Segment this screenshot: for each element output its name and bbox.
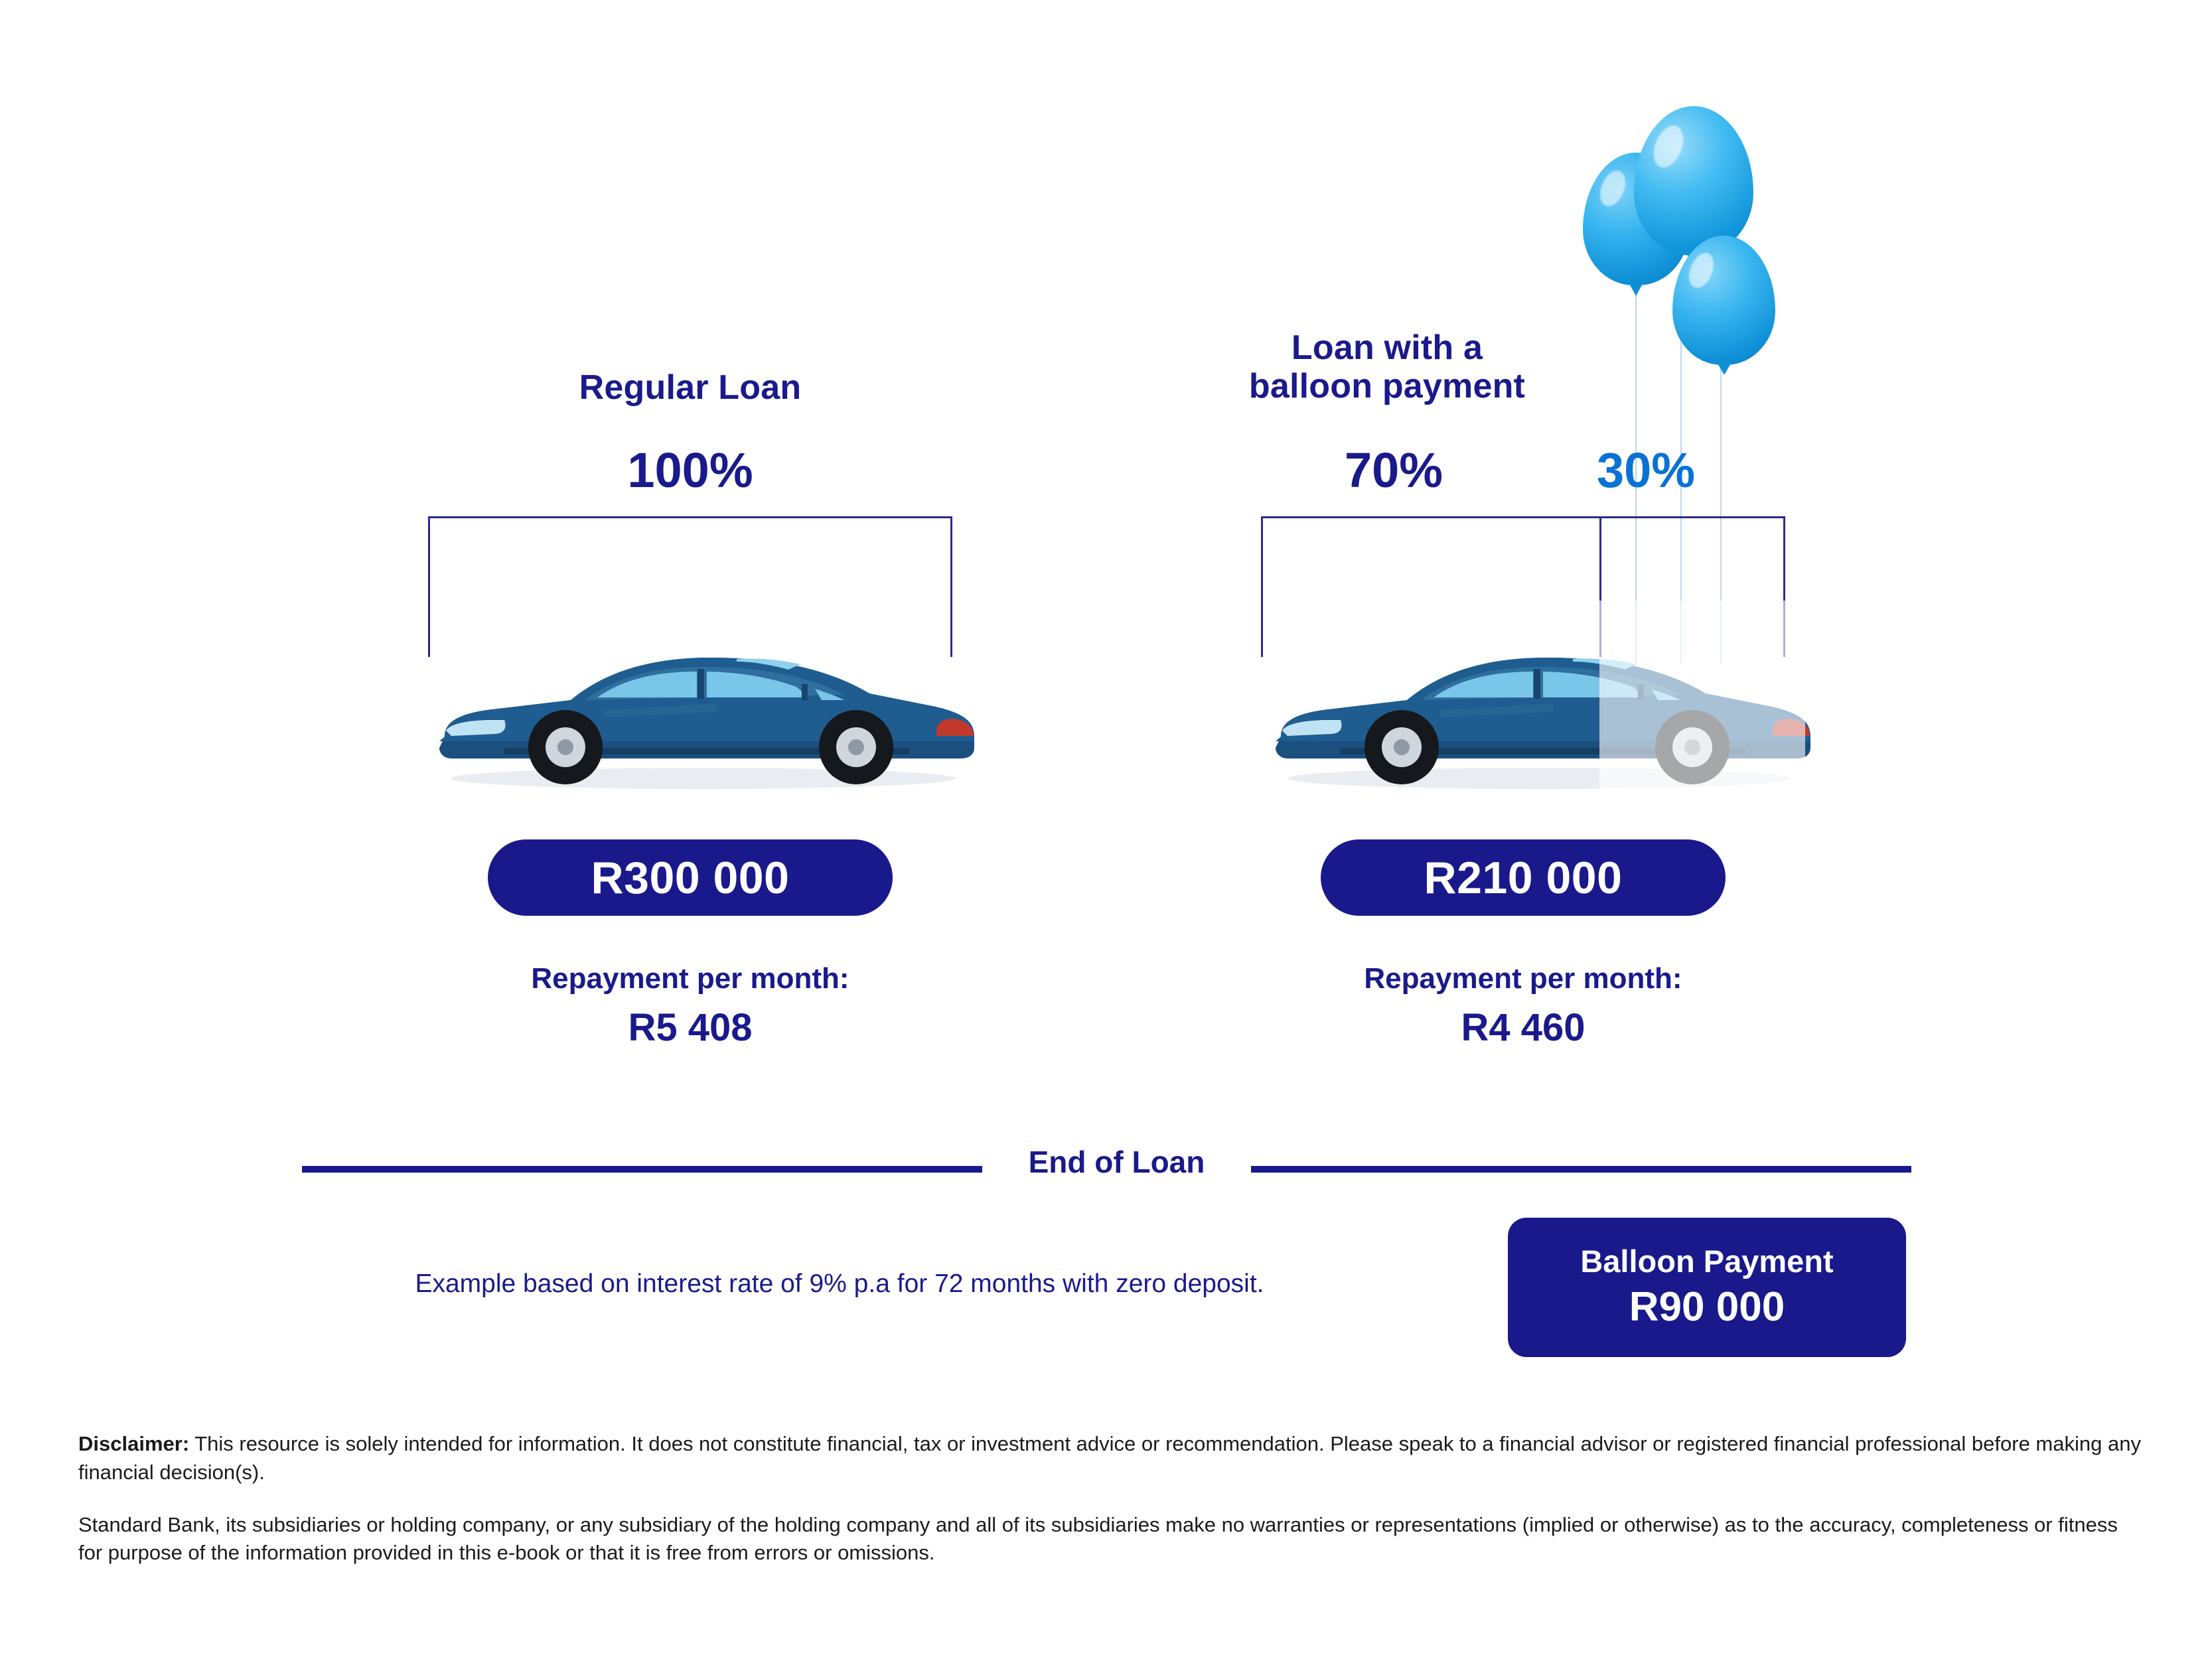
- disclaimer-paragraph-1: [78, 1430, 2142, 1487]
- end-of-loan-label: End of Loan: [1028, 1145, 1205, 1179]
- balloon-loan-repayment-value: R4 460: [1461, 1006, 1585, 1049]
- regular-loan-percent: 100%: [627, 443, 753, 498]
- balloon-loan-percent-balloon: 30%: [1596, 443, 1696, 498]
- balloon-loan-title: [1022, 328, 1752, 405]
- balloon-loan-title-line1: Loan with a: [1291, 328, 1483, 367]
- regular-loan-title: Regular Loan: [579, 368, 802, 407]
- end-of-loan-line-left: [302, 1166, 982, 1173]
- balloon-loan-title-line2: balloon payment: [1248, 367, 1526, 406]
- disclaimer-text-1: This resource is solely intended for information. It does not constitute financial, tax or investment advice or recommendation. Please speak to a financial advisor or registered financial professional before making any financial decision(s).: [78, 1432, 2141, 1484]
- balloon-payment-title: Balloon Payment: [1580, 1243, 1834, 1279]
- regular-loan-amount-pill: R300 000: [488, 839, 893, 916]
- car-illustration-balloon: [1241, 601, 1838, 800]
- balloon-payment-box: [1508, 1218, 1906, 1357]
- balloon-icon-top: [1634, 106, 1753, 255]
- disclaimer: [78, 1430, 2142, 1591]
- balloon-loan-percent-financed: 70%: [1344, 443, 1443, 498]
- example-note: Example based on interest rate of 9% p.a for 72 months with zero deposit.: [415, 1269, 1264, 1298]
- car-illustration-regular: [405, 601, 1002, 800]
- regular-loan-repayment-value: R5 408: [628, 1006, 753, 1049]
- balloon-loan-repayment-label: Repayment per month:: [1364, 962, 1682, 995]
- balloon-payment-amount: R90 000: [1629, 1284, 1785, 1330]
- regular-loan-repayment-label: Repayment per month:: [531, 962, 849, 995]
- disclaimer-paragraph-2: Standard Bank, its subsidiaries or holding company, or any subsidiary of the holding company and all of its subsidiaries make no warranties or representations (implied or otherwise) as to the accuracy, completeness or fitness for purpose of the information provided in this e-book or that it is free from errors or omissions.: [78, 1512, 2118, 1565]
- balloon-loan-amount-pill: R210 000: [1321, 839, 1726, 916]
- disclaimer-label: Disclaimer:: [78, 1432, 190, 1455]
- end-of-loan-line-right: [1251, 1166, 1911, 1173]
